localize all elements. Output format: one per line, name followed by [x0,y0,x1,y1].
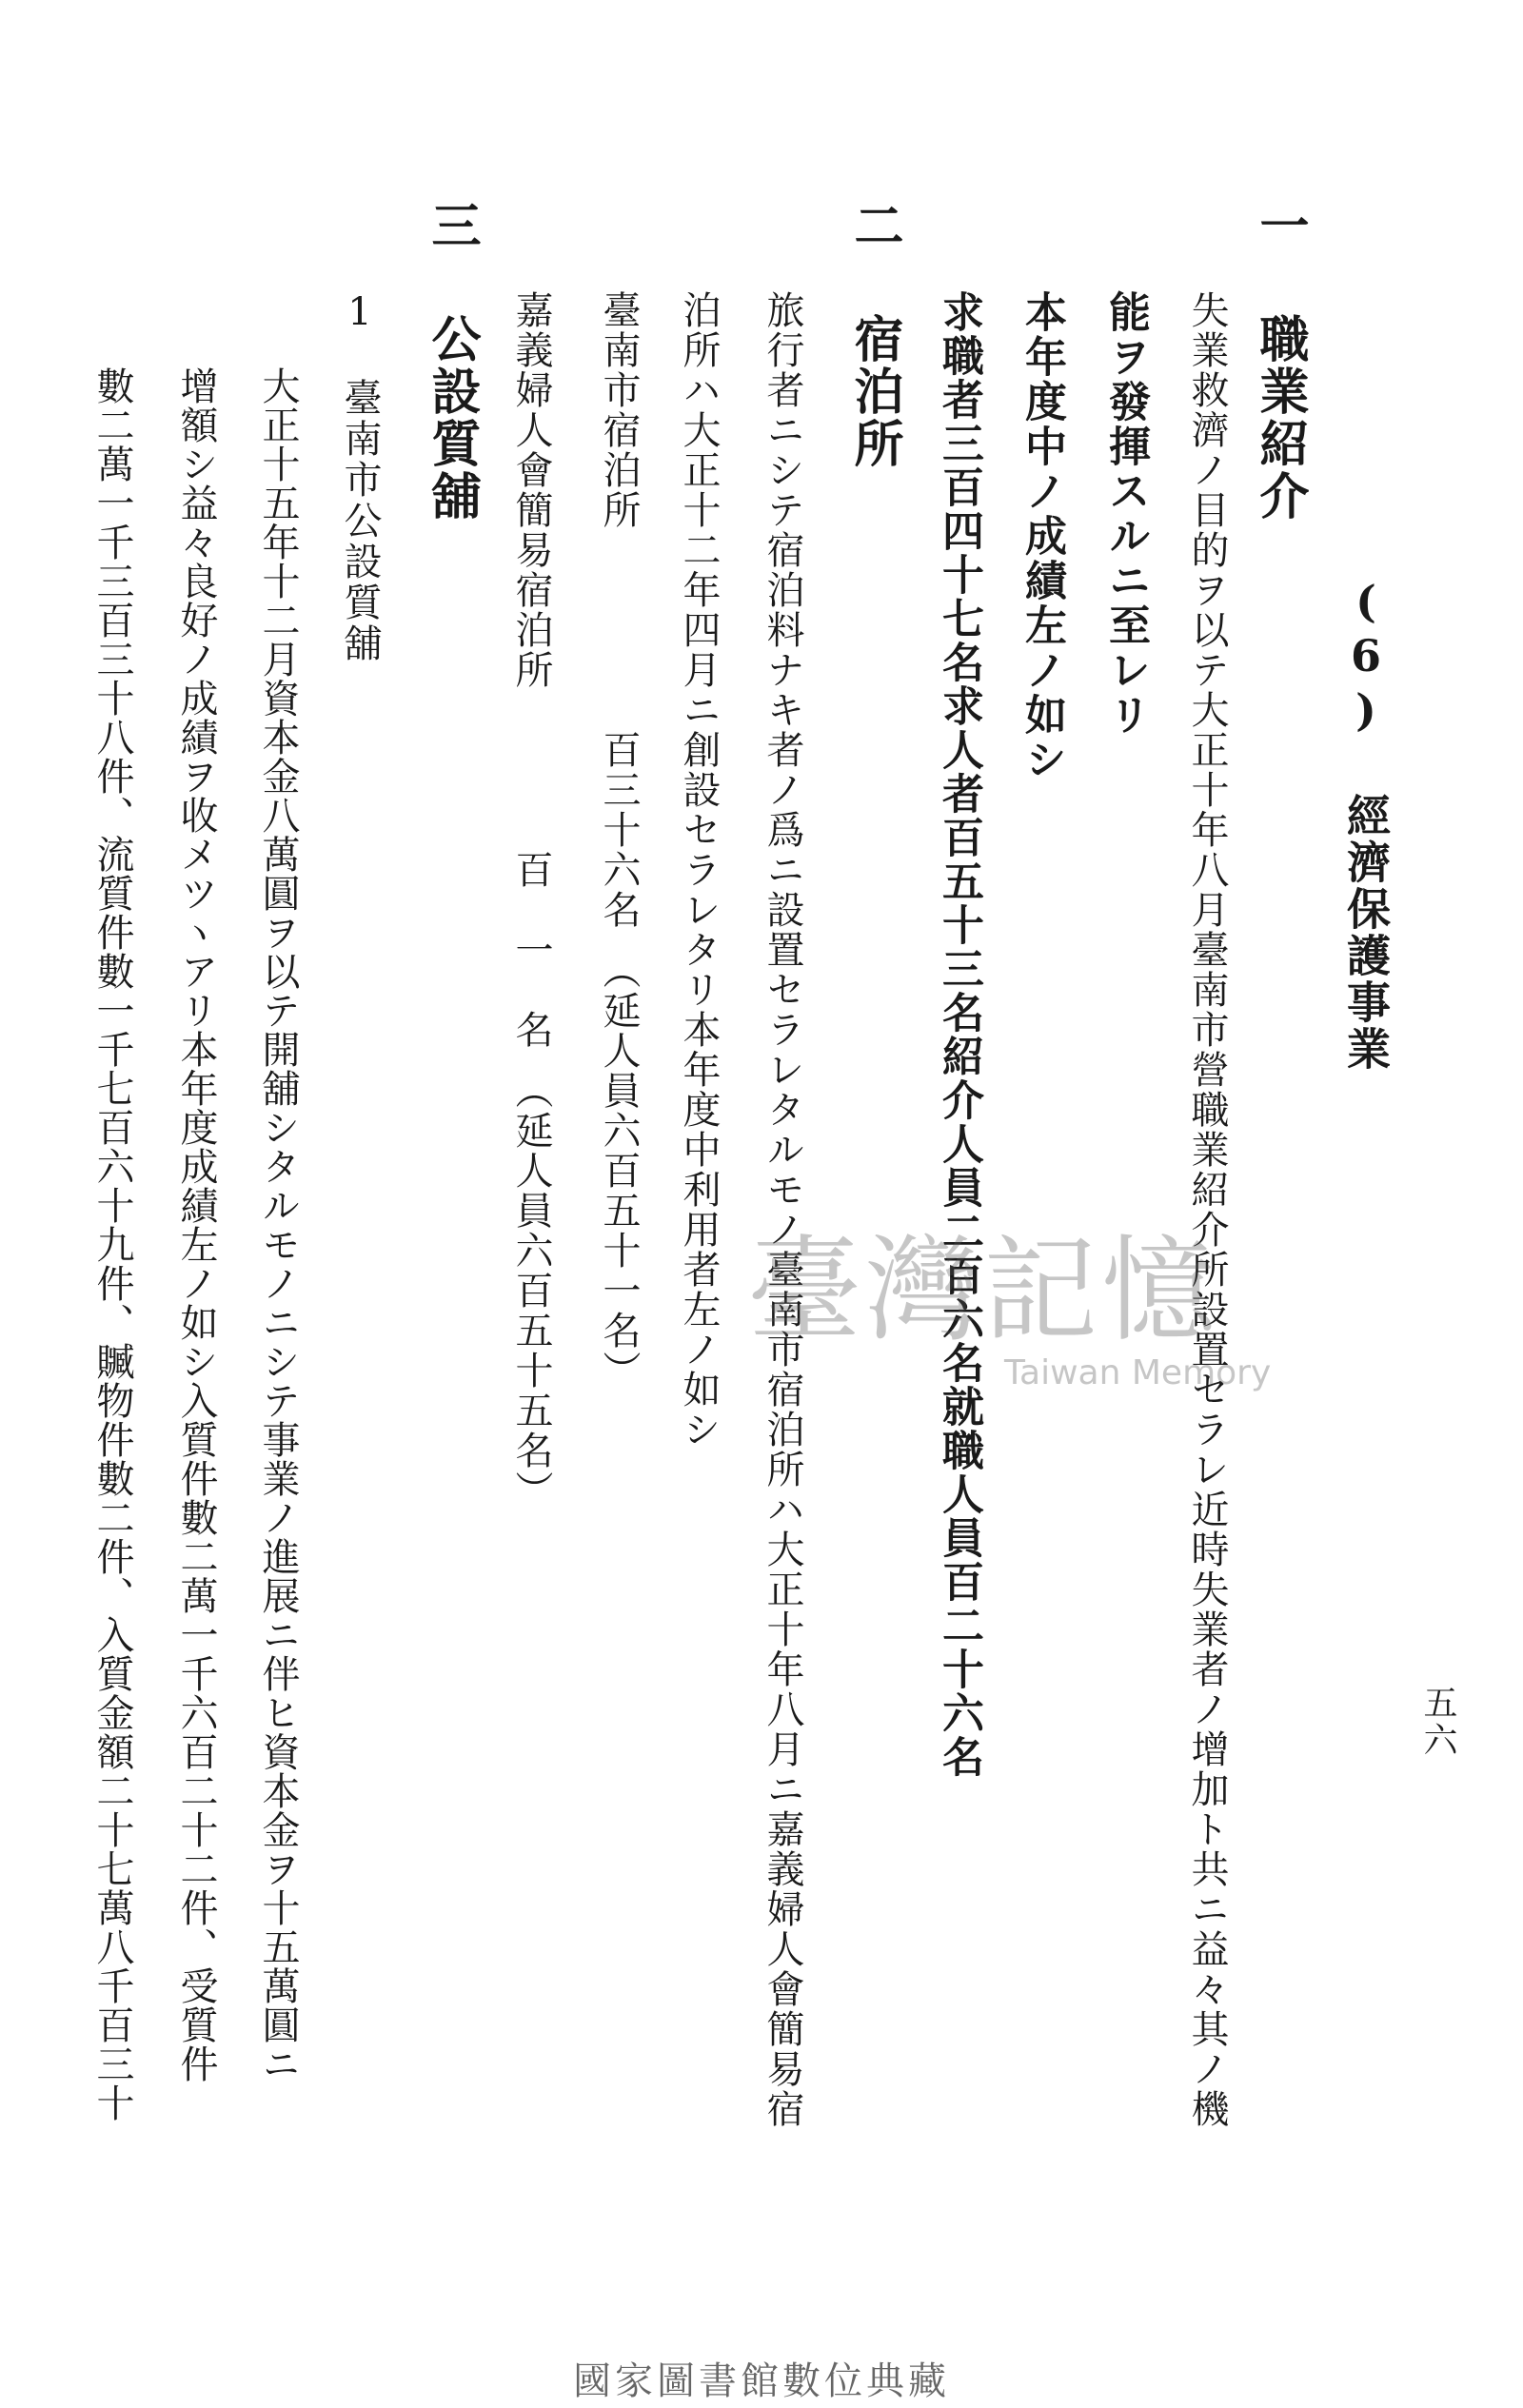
heading-lodging: 二 宿泊所 [845,200,903,470]
lodging-row-tainan: 臺南市宿泊所 百三十六名 （延人員六百五十一名） [597,290,641,1391]
text-column-employment-2: 能ヲ發揮スルニ至レリ [1101,290,1150,738]
text-column-lodging-1: 旅行者ニシテ宿泊料ナキ者ノ爲ニ設置セラレタルモノ臺南市宿泊所ハ大正十年八月ニ嘉義婦人會簡易宿 [761,290,804,2129]
section-title: (6) 經濟保護事業 [1340,576,1392,1073]
text-column-employment-stats: 求職者三百四十七名求人者百五十三名紹介人員二百六名就職人員百二十六名 [935,290,983,1779]
text-column-lodging-2: 泊所ハ大正十二年四月ニ創設セラレタリ本年度中利用者左ノ如シ [677,290,721,1450]
heading-employment: 一 職業紹介 [1251,200,1309,523]
subheading-tainan-pawnshop: 1 臺南市公設質舖 [338,290,382,664]
watermark-logo-english: Taiwan Memory [1004,1353,1272,1392]
text-column-pawnshop-2: 增額シ益々良好ノ成績ヲ收メツヽアリ本年度成績左ノ如シ入質件數二萬一千六百二十二件、受質件 [174,366,218,2083]
taiwan-memory-watermark [747,1199,1272,1392]
heading-pawnshop: 三 公設質舖 [423,200,481,523]
lodging-row-chiayi: 嘉義婦人會簡易宿泊所 百 一 名 （延人員六百五十五名） [509,290,553,1510]
text-column-pawnshop-3: 數二萬一千三百三十八件、流質件數一千七百六十九件、贓物件數二件、入質金額二十七萬八千百三十 [90,366,134,2122]
text-column-pawnshop-1: 大正十五年十二月資本金八萬圓ヲ以テ開舖シタルモノニシテ事業ノ進展ニ伴ヒ資本金ヲ十五萬圓ニ [256,366,300,2083]
text-column-employment-1: 失業救濟ノ目的ヲ以テ大正十年八月臺南市營職業紹介所設置セラレ近時失業者ノ增加ト共ニ益々其ノ機 [1185,290,1229,2129]
watermark-logo-text: 臺灣記憶 [747,1225,1219,1357]
text-column-employment-3: 本年度中ノ成績左ノ如シ [1018,290,1066,782]
page-number: 五六 [1418,1685,1457,1759]
footer-attribution: 國家圖書館數位典藏 [573,2359,950,2403]
